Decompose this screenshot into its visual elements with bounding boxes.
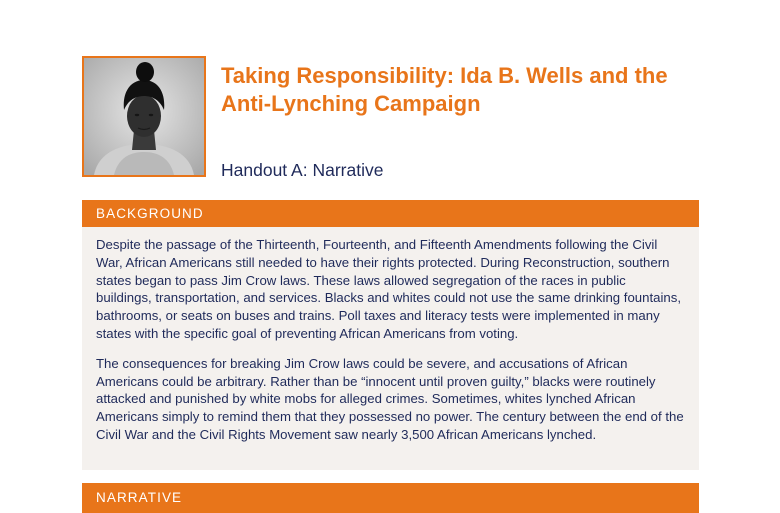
handout-subtitle: Handout A: Narrative	[221, 160, 384, 180]
background-paragraph-1: Despite the passage of the Thirteenth, Fourteenth, and Fifteenth Amendments following the Civil War, African Americans still needed to have their rights protected. During Reconstruction, southern states began to pass Jim Crow laws. These laws allowed segregation of the races in public buildings, transportation, and services. Blacks and whites could not use the same drinking fountains, bathrooms, or seats on buses and trains. Poll taxes and literacy tests were implemented in many states with the specific goal of preventing African Americans from voting.	[96, 237, 681, 341]
page-title	[221, 62, 721, 118]
portrait-photo	[82, 56, 206, 177]
title-line-2: Anti-Lynching Campaign	[221, 91, 481, 116]
background-body	[82, 227, 699, 444]
title-line-1: Taking Responsibility: Ida B. Wells and the	[221, 63, 668, 88]
narrative-section	[82, 483, 699, 513]
narrative-heading: NARRATIVE	[82, 483, 699, 513]
background-paragraph-2: The consequences for breaking Jim Crow laws could be severe, and accusations of African Americans could be arbitrary. Rather than be “innocent until proven guilty,” blacks were routinely attacked and punished by white mobs for alleged crimes. Sometimes, whites lynched African Americans simply to remind them that they possessed no power. The century between the end of the Civil War and the Civil Rights Movement saw nearly 3,500 African Americans lynched.	[96, 355, 684, 442]
background-heading: BACKGROUND	[82, 200, 699, 227]
background-section	[82, 200, 699, 470]
